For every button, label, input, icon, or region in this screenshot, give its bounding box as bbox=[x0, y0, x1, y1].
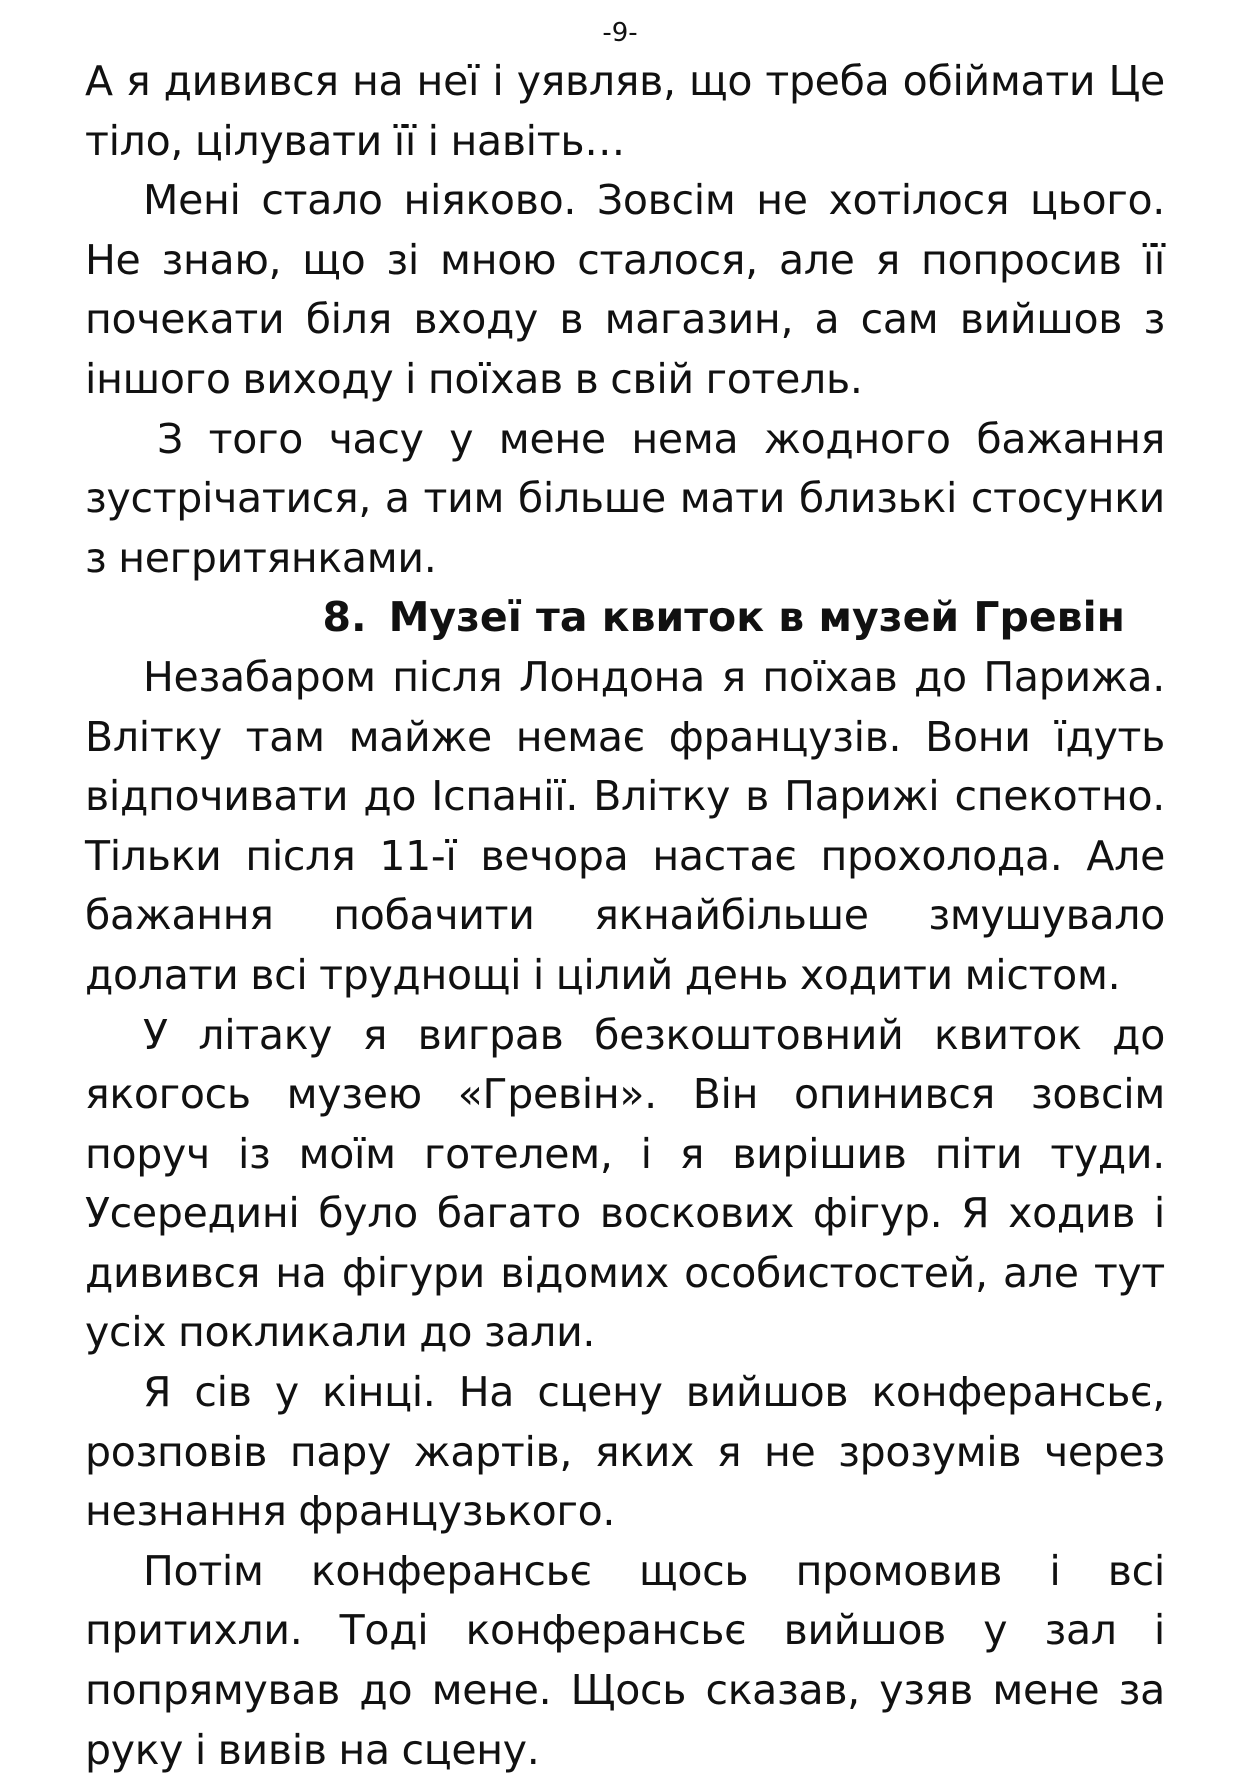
paragraph: А я дивився на неї і уявляв, що треба обіймати Це тіло, цілувати її і навіть… bbox=[85, 57, 1165, 165]
paragraph: У літаку я виграв безкоштовний квиток до якогось музею «Гревін». Він опинився зовсім поруч із моїм готелем, і я вирішив піти туди. Усередині було багато воскових фігур. Я ходив і дивився на фігури відомих особистостей, але тут усіх покликали до зали. bbox=[85, 1010, 1165, 1357]
paragraph: Потім конферансьє щось промовив і всі притихли. Тоді конферансьє вийшов у зал і попрямував до мене. Щось сказав, узяв мене за руку і вивів на сцену. bbox=[85, 1546, 1165, 1774]
section-heading bbox=[85, 588, 1165, 648]
section-title: Музеї та квиток в музей Гревін bbox=[388, 593, 1125, 642]
page-number: -9- bbox=[602, 18, 638, 48]
paragraph: Я сів у кінці. На сцену вийшов конферансьє, розповів пару жартів, яких я не зрозумів через незнання французького. bbox=[85, 1368, 1165, 1536]
paragraph: Незабаром після Лондона я поїхав до Парижа. Влітку там майже немає французів. Вони їдуть відпочивати до Іспанії. Влітку в Парижі спекотно. Тільки після 11-ї вечора настає прохолода. Але бажання побачити якнайбільше змушувало долати всі труднощі і цілий день ходити містом. bbox=[85, 652, 1165, 999]
section-number: 8. bbox=[322, 593, 367, 642]
paragraph: З того часу у мене нема жодного бажання зустрічатися, а тим більше мати близькі стосунки з негритянками. bbox=[85, 414, 1165, 582]
paragraph: Мені стало ніяково. Зовсім не хотілося цього. Не знаю, що зі мною сталося, але я попросив її почекати біля входу в магазин, а сам вийшов з іншого виходу і поїхав в свій готель. bbox=[85, 176, 1165, 403]
page-content bbox=[85, 52, 1165, 1780]
